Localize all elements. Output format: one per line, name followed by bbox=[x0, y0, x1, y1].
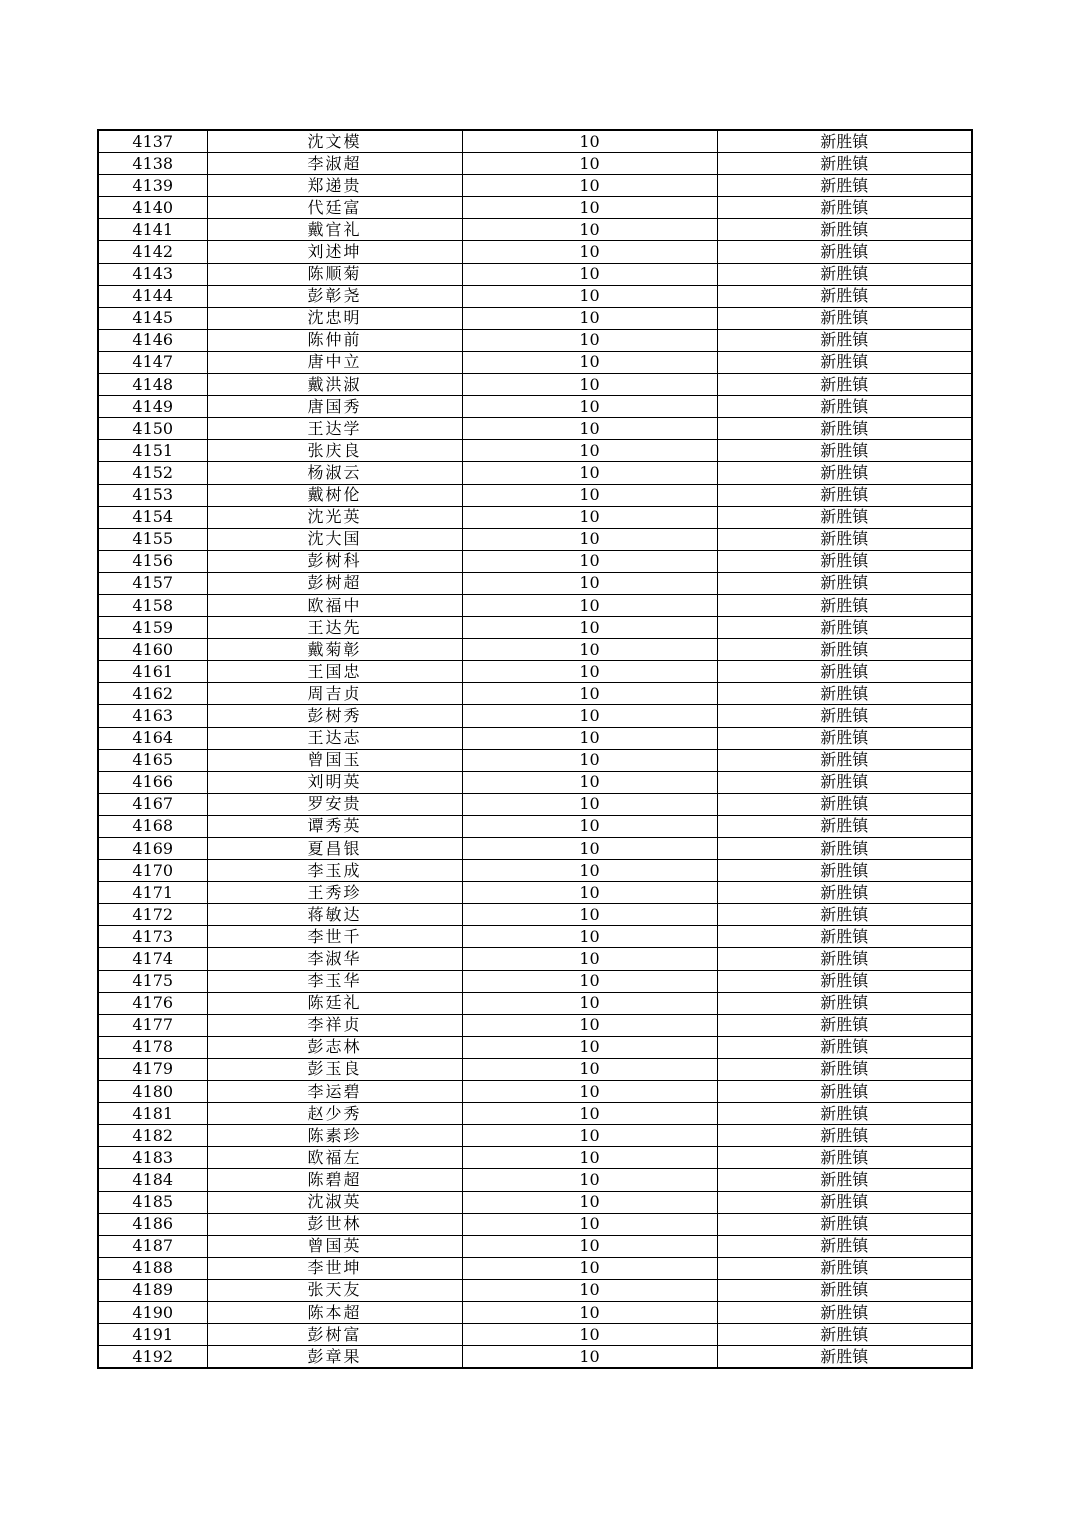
town-cell: 新胜镇 bbox=[717, 440, 972, 462]
person-name-cell: 彭世林 bbox=[207, 1213, 462, 1235]
amount-cell: 10 bbox=[462, 904, 717, 926]
town-cell: 新胜镇 bbox=[717, 1103, 972, 1125]
amount-cell: 10 bbox=[462, 1279, 717, 1301]
row-number-cell: 4192 bbox=[98, 1346, 207, 1369]
amount-cell: 10 bbox=[462, 307, 717, 329]
person-name-cell: 陈素珍 bbox=[207, 1125, 462, 1147]
table-row bbox=[98, 462, 972, 484]
town-cell: 新胜镇 bbox=[717, 838, 972, 860]
town-cell: 新胜镇 bbox=[717, 661, 972, 683]
person-name-cell: 李世坤 bbox=[207, 1257, 462, 1279]
roster-table-body bbox=[98, 130, 972, 1368]
town-cell: 新胜镇 bbox=[717, 1014, 972, 1036]
row-number-cell: 4141 bbox=[98, 219, 207, 241]
table-row bbox=[98, 617, 972, 639]
table-row bbox=[98, 351, 972, 373]
table-row bbox=[98, 594, 972, 616]
row-number-cell: 4167 bbox=[98, 793, 207, 815]
person-name-cell: 陈碧超 bbox=[207, 1169, 462, 1191]
town-cell: 新胜镇 bbox=[717, 1213, 972, 1235]
row-number-cell: 4165 bbox=[98, 749, 207, 771]
town-cell: 新胜镇 bbox=[717, 904, 972, 926]
table-row bbox=[98, 307, 972, 329]
table-row bbox=[98, 1169, 972, 1191]
town-cell: 新胜镇 bbox=[717, 153, 972, 175]
amount-cell: 10 bbox=[462, 661, 717, 683]
person-name-cell: 戴洪淑 bbox=[207, 374, 462, 396]
town-cell: 新胜镇 bbox=[717, 1081, 972, 1103]
town-cell: 新胜镇 bbox=[717, 1279, 972, 1301]
table-row bbox=[98, 749, 972, 771]
amount-cell: 10 bbox=[462, 219, 717, 241]
row-number-cell: 4176 bbox=[98, 992, 207, 1014]
table-row bbox=[98, 793, 972, 815]
town-cell: 新胜镇 bbox=[717, 1125, 972, 1147]
person-name-cell: 张天友 bbox=[207, 1279, 462, 1301]
town-cell: 新胜镇 bbox=[717, 992, 972, 1014]
row-number-cell: 4155 bbox=[98, 528, 207, 550]
row-number-cell: 4138 bbox=[98, 153, 207, 175]
amount-cell: 10 bbox=[462, 727, 717, 749]
amount-cell: 10 bbox=[462, 815, 717, 837]
amount-cell: 10 bbox=[462, 992, 717, 1014]
town-cell: 新胜镇 bbox=[717, 749, 972, 771]
table-row bbox=[98, 285, 972, 307]
town-cell: 新胜镇 bbox=[717, 1058, 972, 1080]
row-number-cell: 4169 bbox=[98, 838, 207, 860]
town-cell: 新胜镇 bbox=[717, 528, 972, 550]
roster-table bbox=[97, 129, 973, 1369]
town-cell: 新胜镇 bbox=[717, 197, 972, 219]
row-number-cell: 4154 bbox=[98, 506, 207, 528]
town-cell: 新胜镇 bbox=[717, 550, 972, 572]
row-number-cell: 4158 bbox=[98, 594, 207, 616]
amount-cell: 10 bbox=[462, 175, 717, 197]
row-number-cell: 4140 bbox=[98, 197, 207, 219]
table-row bbox=[98, 396, 972, 418]
row-number-cell: 4153 bbox=[98, 484, 207, 506]
table-row bbox=[98, 175, 972, 197]
amount-cell: 10 bbox=[462, 771, 717, 793]
row-number-cell: 4177 bbox=[98, 1014, 207, 1036]
table-row bbox=[98, 705, 972, 727]
row-number-cell: 4142 bbox=[98, 241, 207, 263]
person-name-cell: 李淑华 bbox=[207, 948, 462, 970]
amount-cell: 10 bbox=[462, 374, 717, 396]
table-row bbox=[98, 1036, 972, 1058]
amount-cell: 10 bbox=[462, 263, 717, 285]
table-row bbox=[98, 572, 972, 594]
amount-cell: 10 bbox=[462, 594, 717, 616]
table-row bbox=[98, 948, 972, 970]
row-number-cell: 4160 bbox=[98, 639, 207, 661]
row-number-cell: 4172 bbox=[98, 904, 207, 926]
amount-cell: 10 bbox=[462, 617, 717, 639]
town-cell: 新胜镇 bbox=[717, 1324, 972, 1346]
amount-cell: 10 bbox=[462, 639, 717, 661]
person-name-cell: 王秀珍 bbox=[207, 882, 462, 904]
person-name-cell: 沈光英 bbox=[207, 506, 462, 528]
row-number-cell: 4151 bbox=[98, 440, 207, 462]
row-number-cell: 4175 bbox=[98, 970, 207, 992]
town-cell: 新胜镇 bbox=[717, 1036, 972, 1058]
town-cell: 新胜镇 bbox=[717, 1346, 972, 1369]
person-name-cell: 沈大国 bbox=[207, 528, 462, 550]
town-cell: 新胜镇 bbox=[717, 948, 972, 970]
town-cell: 新胜镇 bbox=[717, 926, 972, 948]
table-row bbox=[98, 1191, 972, 1213]
amount-cell: 10 bbox=[462, 749, 717, 771]
row-number-cell: 4137 bbox=[98, 130, 207, 153]
row-number-cell: 4145 bbox=[98, 307, 207, 329]
person-name-cell: 张庆良 bbox=[207, 440, 462, 462]
town-cell: 新胜镇 bbox=[717, 175, 972, 197]
person-name-cell: 李运碧 bbox=[207, 1081, 462, 1103]
town-cell: 新胜镇 bbox=[717, 860, 972, 882]
row-number-cell: 4186 bbox=[98, 1213, 207, 1235]
person-name-cell: 曾国玉 bbox=[207, 749, 462, 771]
town-cell: 新胜镇 bbox=[717, 705, 972, 727]
row-number-cell: 4185 bbox=[98, 1191, 207, 1213]
amount-cell: 10 bbox=[462, 130, 717, 153]
person-name-cell: 刘明英 bbox=[207, 771, 462, 793]
person-name-cell: 刘述坤 bbox=[207, 241, 462, 263]
amount-cell: 10 bbox=[462, 241, 717, 263]
amount-cell: 10 bbox=[462, 484, 717, 506]
town-cell: 新胜镇 bbox=[717, 1191, 972, 1213]
amount-cell: 10 bbox=[462, 926, 717, 948]
person-name-cell: 李淑超 bbox=[207, 153, 462, 175]
town-cell: 新胜镇 bbox=[717, 506, 972, 528]
town-cell: 新胜镇 bbox=[717, 1257, 972, 1279]
person-name-cell: 罗安贵 bbox=[207, 793, 462, 815]
amount-cell: 10 bbox=[462, 351, 717, 373]
amount-cell: 10 bbox=[462, 1014, 717, 1036]
table-row bbox=[98, 904, 972, 926]
amount-cell: 10 bbox=[462, 285, 717, 307]
person-name-cell: 李祥贞 bbox=[207, 1014, 462, 1036]
town-cell: 新胜镇 bbox=[717, 882, 972, 904]
person-name-cell: 彭树超 bbox=[207, 572, 462, 594]
amount-cell: 10 bbox=[462, 1147, 717, 1169]
row-number-cell: 4191 bbox=[98, 1324, 207, 1346]
person-name-cell: 戴官礼 bbox=[207, 219, 462, 241]
amount-cell: 10 bbox=[462, 882, 717, 904]
table-row bbox=[98, 882, 972, 904]
row-number-cell: 4173 bbox=[98, 926, 207, 948]
table-row bbox=[98, 683, 972, 705]
amount-cell: 10 bbox=[462, 1036, 717, 1058]
town-cell: 新胜镇 bbox=[717, 1301, 972, 1323]
person-name-cell: 郑递贵 bbox=[207, 175, 462, 197]
person-name-cell: 王达先 bbox=[207, 617, 462, 639]
person-name-cell: 戴菊彰 bbox=[207, 639, 462, 661]
row-number-cell: 4181 bbox=[98, 1103, 207, 1125]
row-number-cell: 4164 bbox=[98, 727, 207, 749]
table-row bbox=[98, 1346, 972, 1369]
person-name-cell: 李世千 bbox=[207, 926, 462, 948]
amount-cell: 10 bbox=[462, 462, 717, 484]
town-cell: 新胜镇 bbox=[717, 771, 972, 793]
person-name-cell: 陈顺菊 bbox=[207, 263, 462, 285]
table-row bbox=[98, 1324, 972, 1346]
town-cell: 新胜镇 bbox=[717, 484, 972, 506]
town-cell: 新胜镇 bbox=[717, 1169, 972, 1191]
row-number-cell: 4179 bbox=[98, 1058, 207, 1080]
person-name-cell: 彭树秀 bbox=[207, 705, 462, 727]
row-number-cell: 4152 bbox=[98, 462, 207, 484]
amount-cell: 10 bbox=[462, 153, 717, 175]
table-row bbox=[98, 815, 972, 837]
person-name-cell: 代廷富 bbox=[207, 197, 462, 219]
table-row bbox=[98, 838, 972, 860]
person-name-cell: 王国忠 bbox=[207, 661, 462, 683]
amount-cell: 10 bbox=[462, 1213, 717, 1235]
person-name-cell: 彭志林 bbox=[207, 1036, 462, 1058]
amount-cell: 10 bbox=[462, 1058, 717, 1080]
row-number-cell: 4180 bbox=[98, 1081, 207, 1103]
person-name-cell: 唐中立 bbox=[207, 351, 462, 373]
town-cell: 新胜镇 bbox=[717, 1147, 972, 1169]
table-row bbox=[98, 1213, 972, 1235]
amount-cell: 10 bbox=[462, 418, 717, 440]
town-cell: 新胜镇 bbox=[717, 374, 972, 396]
table-row bbox=[98, 860, 972, 882]
row-number-cell: 4148 bbox=[98, 374, 207, 396]
row-number-cell: 4182 bbox=[98, 1125, 207, 1147]
row-number-cell: 4168 bbox=[98, 815, 207, 837]
town-cell: 新胜镇 bbox=[717, 285, 972, 307]
amount-cell: 10 bbox=[462, 396, 717, 418]
amount-cell: 10 bbox=[462, 440, 717, 462]
table-row bbox=[98, 263, 972, 285]
amount-cell: 10 bbox=[462, 572, 717, 594]
row-number-cell: 4188 bbox=[98, 1257, 207, 1279]
amount-cell: 10 bbox=[462, 1169, 717, 1191]
row-number-cell: 4187 bbox=[98, 1235, 207, 1257]
amount-cell: 10 bbox=[462, 1191, 717, 1213]
person-name-cell: 王达学 bbox=[207, 418, 462, 440]
town-cell: 新胜镇 bbox=[717, 970, 972, 992]
amount-cell: 10 bbox=[462, 197, 717, 219]
row-number-cell: 4143 bbox=[98, 263, 207, 285]
table-row bbox=[98, 418, 972, 440]
person-name-cell: 李玉华 bbox=[207, 970, 462, 992]
table-row bbox=[98, 1125, 972, 1147]
table-row bbox=[98, 771, 972, 793]
person-name-cell: 唐国秀 bbox=[207, 396, 462, 418]
amount-cell: 10 bbox=[462, 1103, 717, 1125]
table-row bbox=[98, 992, 972, 1014]
town-cell: 新胜镇 bbox=[717, 617, 972, 639]
person-name-cell: 陈本超 bbox=[207, 1301, 462, 1323]
amount-cell: 10 bbox=[462, 1125, 717, 1147]
row-number-cell: 4178 bbox=[98, 1036, 207, 1058]
table-row bbox=[98, 130, 972, 153]
person-name-cell: 陈仲前 bbox=[207, 329, 462, 351]
table-row bbox=[98, 1058, 972, 1080]
row-number-cell: 4166 bbox=[98, 771, 207, 793]
table-row bbox=[98, 727, 972, 749]
row-number-cell: 4170 bbox=[98, 860, 207, 882]
person-name-cell: 彭彰尧 bbox=[207, 285, 462, 307]
table-row bbox=[98, 1103, 972, 1125]
row-number-cell: 4139 bbox=[98, 175, 207, 197]
town-cell: 新胜镇 bbox=[717, 241, 972, 263]
row-number-cell: 4147 bbox=[98, 351, 207, 373]
table-row bbox=[98, 197, 972, 219]
table-row bbox=[98, 639, 972, 661]
table-row bbox=[98, 506, 972, 528]
person-name-cell: 彭章果 bbox=[207, 1346, 462, 1369]
person-name-cell: 彭树富 bbox=[207, 1324, 462, 1346]
person-name-cell: 沈文模 bbox=[207, 130, 462, 153]
person-name-cell: 戴树伦 bbox=[207, 484, 462, 506]
row-number-cell: 4190 bbox=[98, 1301, 207, 1323]
row-number-cell: 4174 bbox=[98, 948, 207, 970]
town-cell: 新胜镇 bbox=[717, 396, 972, 418]
town-cell: 新胜镇 bbox=[717, 594, 972, 616]
table-row bbox=[98, 1257, 972, 1279]
person-name-cell: 彭树科 bbox=[207, 550, 462, 572]
table-row bbox=[98, 374, 972, 396]
table-row bbox=[98, 1279, 972, 1301]
row-number-cell: 4162 bbox=[98, 683, 207, 705]
row-number-cell: 4150 bbox=[98, 418, 207, 440]
person-name-cell: 李玉成 bbox=[207, 860, 462, 882]
amount-cell: 10 bbox=[462, 705, 717, 727]
person-name-cell: 赵少秀 bbox=[207, 1103, 462, 1125]
amount-cell: 10 bbox=[462, 948, 717, 970]
table-row bbox=[98, 153, 972, 175]
town-cell: 新胜镇 bbox=[717, 1235, 972, 1257]
person-name-cell: 沈忠明 bbox=[207, 307, 462, 329]
amount-cell: 10 bbox=[462, 860, 717, 882]
person-name-cell: 欧福左 bbox=[207, 1147, 462, 1169]
table-row bbox=[98, 484, 972, 506]
amount-cell: 10 bbox=[462, 528, 717, 550]
person-name-cell: 沈淑英 bbox=[207, 1191, 462, 1213]
person-name-cell: 蒋敏达 bbox=[207, 904, 462, 926]
person-name-cell: 谭秀英 bbox=[207, 815, 462, 837]
town-cell: 新胜镇 bbox=[717, 572, 972, 594]
table-row bbox=[98, 1014, 972, 1036]
table-row bbox=[98, 926, 972, 948]
amount-cell: 10 bbox=[462, 1081, 717, 1103]
amount-cell: 10 bbox=[462, 1346, 717, 1369]
town-cell: 新胜镇 bbox=[717, 683, 972, 705]
amount-cell: 10 bbox=[462, 550, 717, 572]
table-row bbox=[98, 440, 972, 462]
town-cell: 新胜镇 bbox=[717, 418, 972, 440]
table-row bbox=[98, 550, 972, 572]
town-cell: 新胜镇 bbox=[717, 727, 972, 749]
row-number-cell: 4184 bbox=[98, 1169, 207, 1191]
town-cell: 新胜镇 bbox=[717, 329, 972, 351]
table-row bbox=[98, 1301, 972, 1323]
town-cell: 新胜镇 bbox=[717, 639, 972, 661]
person-name-cell: 王达志 bbox=[207, 727, 462, 749]
row-number-cell: 4163 bbox=[98, 705, 207, 727]
person-name-cell: 夏昌银 bbox=[207, 838, 462, 860]
table-row bbox=[98, 1147, 972, 1169]
person-name-cell: 周吉贞 bbox=[207, 683, 462, 705]
table-row bbox=[98, 1081, 972, 1103]
amount-cell: 10 bbox=[462, 1301, 717, 1323]
table-row bbox=[98, 970, 972, 992]
row-number-cell: 4159 bbox=[98, 617, 207, 639]
amount-cell: 10 bbox=[462, 683, 717, 705]
town-cell: 新胜镇 bbox=[717, 130, 972, 153]
person-name-cell: 陈廷礼 bbox=[207, 992, 462, 1014]
row-number-cell: 4171 bbox=[98, 882, 207, 904]
row-number-cell: 4156 bbox=[98, 550, 207, 572]
table-row bbox=[98, 1235, 972, 1257]
row-number-cell: 4183 bbox=[98, 1147, 207, 1169]
amount-cell: 10 bbox=[462, 329, 717, 351]
amount-cell: 10 bbox=[462, 506, 717, 528]
row-number-cell: 4149 bbox=[98, 396, 207, 418]
row-number-cell: 4144 bbox=[98, 285, 207, 307]
town-cell: 新胜镇 bbox=[717, 219, 972, 241]
amount-cell: 10 bbox=[462, 838, 717, 860]
town-cell: 新胜镇 bbox=[717, 351, 972, 373]
person-name-cell: 杨淑云 bbox=[207, 462, 462, 484]
town-cell: 新胜镇 bbox=[717, 462, 972, 484]
person-name-cell: 彭玉良 bbox=[207, 1058, 462, 1080]
row-number-cell: 4161 bbox=[98, 661, 207, 683]
table-row bbox=[98, 329, 972, 351]
row-number-cell: 4189 bbox=[98, 1279, 207, 1301]
amount-cell: 10 bbox=[462, 970, 717, 992]
table-row bbox=[98, 528, 972, 550]
person-name-cell: 曾国英 bbox=[207, 1235, 462, 1257]
town-cell: 新胜镇 bbox=[717, 815, 972, 837]
town-cell: 新胜镇 bbox=[717, 793, 972, 815]
table-row bbox=[98, 661, 972, 683]
table-row bbox=[98, 241, 972, 263]
table-row bbox=[98, 219, 972, 241]
amount-cell: 10 bbox=[462, 1324, 717, 1346]
amount-cell: 10 bbox=[462, 793, 717, 815]
town-cell: 新胜镇 bbox=[717, 307, 972, 329]
person-name-cell: 欧福中 bbox=[207, 594, 462, 616]
amount-cell: 10 bbox=[462, 1235, 717, 1257]
town-cell: 新胜镇 bbox=[717, 263, 972, 285]
amount-cell: 10 bbox=[462, 1257, 717, 1279]
row-number-cell: 4146 bbox=[98, 329, 207, 351]
row-number-cell: 4157 bbox=[98, 572, 207, 594]
